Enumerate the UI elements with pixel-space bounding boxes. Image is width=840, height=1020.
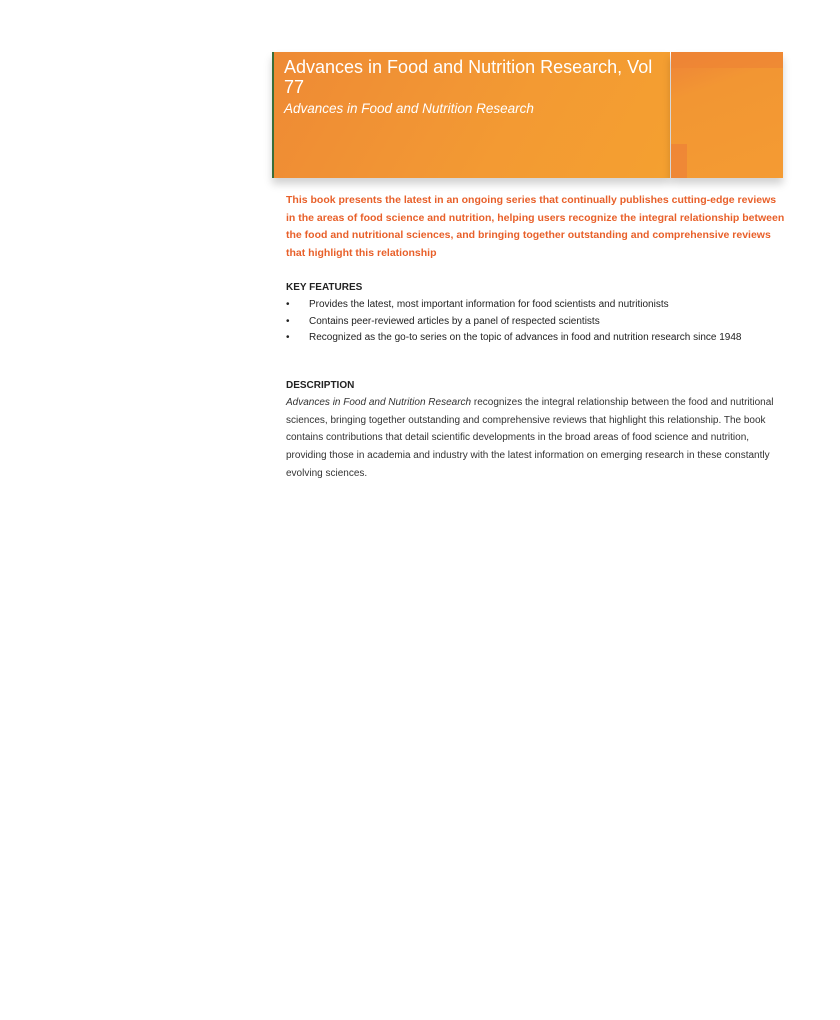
description-text: recognizes the integral relationship between the food and nutritional sciences, bringing together outstanding and comprehensive reviews that highlight this relationship. The book contains contributions that detail scientific developments in the broad areas of food science and nutrition, providing those in academia and industry with the latest information on emerging research in these constantly evolving sciences. [286,397,774,479]
decorative-strip [671,52,783,68]
description-body [286,394,786,483]
bullet-icon: • [286,332,290,343]
list-item [286,314,786,331]
intro-summary: This book presents the latest in an ongoing series that continually publishes cutting-edge reviews in the areas of food science and nutrition, helping users recognize the integral relationship between the food and nutritional sciences, and bringing together outstanding and comprehensive reviews that highlight this relationship [286,194,785,259]
feature-text: Provides the latest, most important information for food scientists and nutritionists [309,299,669,310]
bullet-icon: • [286,315,290,327]
feature-text: Recognized as the go-to series on the topic of advances in food and nutrition research since 1948 [309,332,742,343]
key-features-list [286,297,786,347]
series-name: Advances in Food and Nutrition Research [284,101,534,116]
decorative-block [671,144,687,178]
decorative-side-panel [671,52,783,178]
bullet-icon: • [286,299,290,310]
feature-text: Contains peer-reviewed articles by a panel of respected scientists [309,315,600,327]
key-features-heading: KEY FEATURES [286,282,363,293]
list-item [286,297,786,314]
title-banner [272,52,670,178]
series-title-italic: Advances in Food and Nutrition Research [286,397,472,408]
book-title: Advances in Food and Nutrition Research, Vol 77 [284,57,653,97]
list-item [286,330,786,347]
description-heading: DESCRIPTION [286,380,355,391]
